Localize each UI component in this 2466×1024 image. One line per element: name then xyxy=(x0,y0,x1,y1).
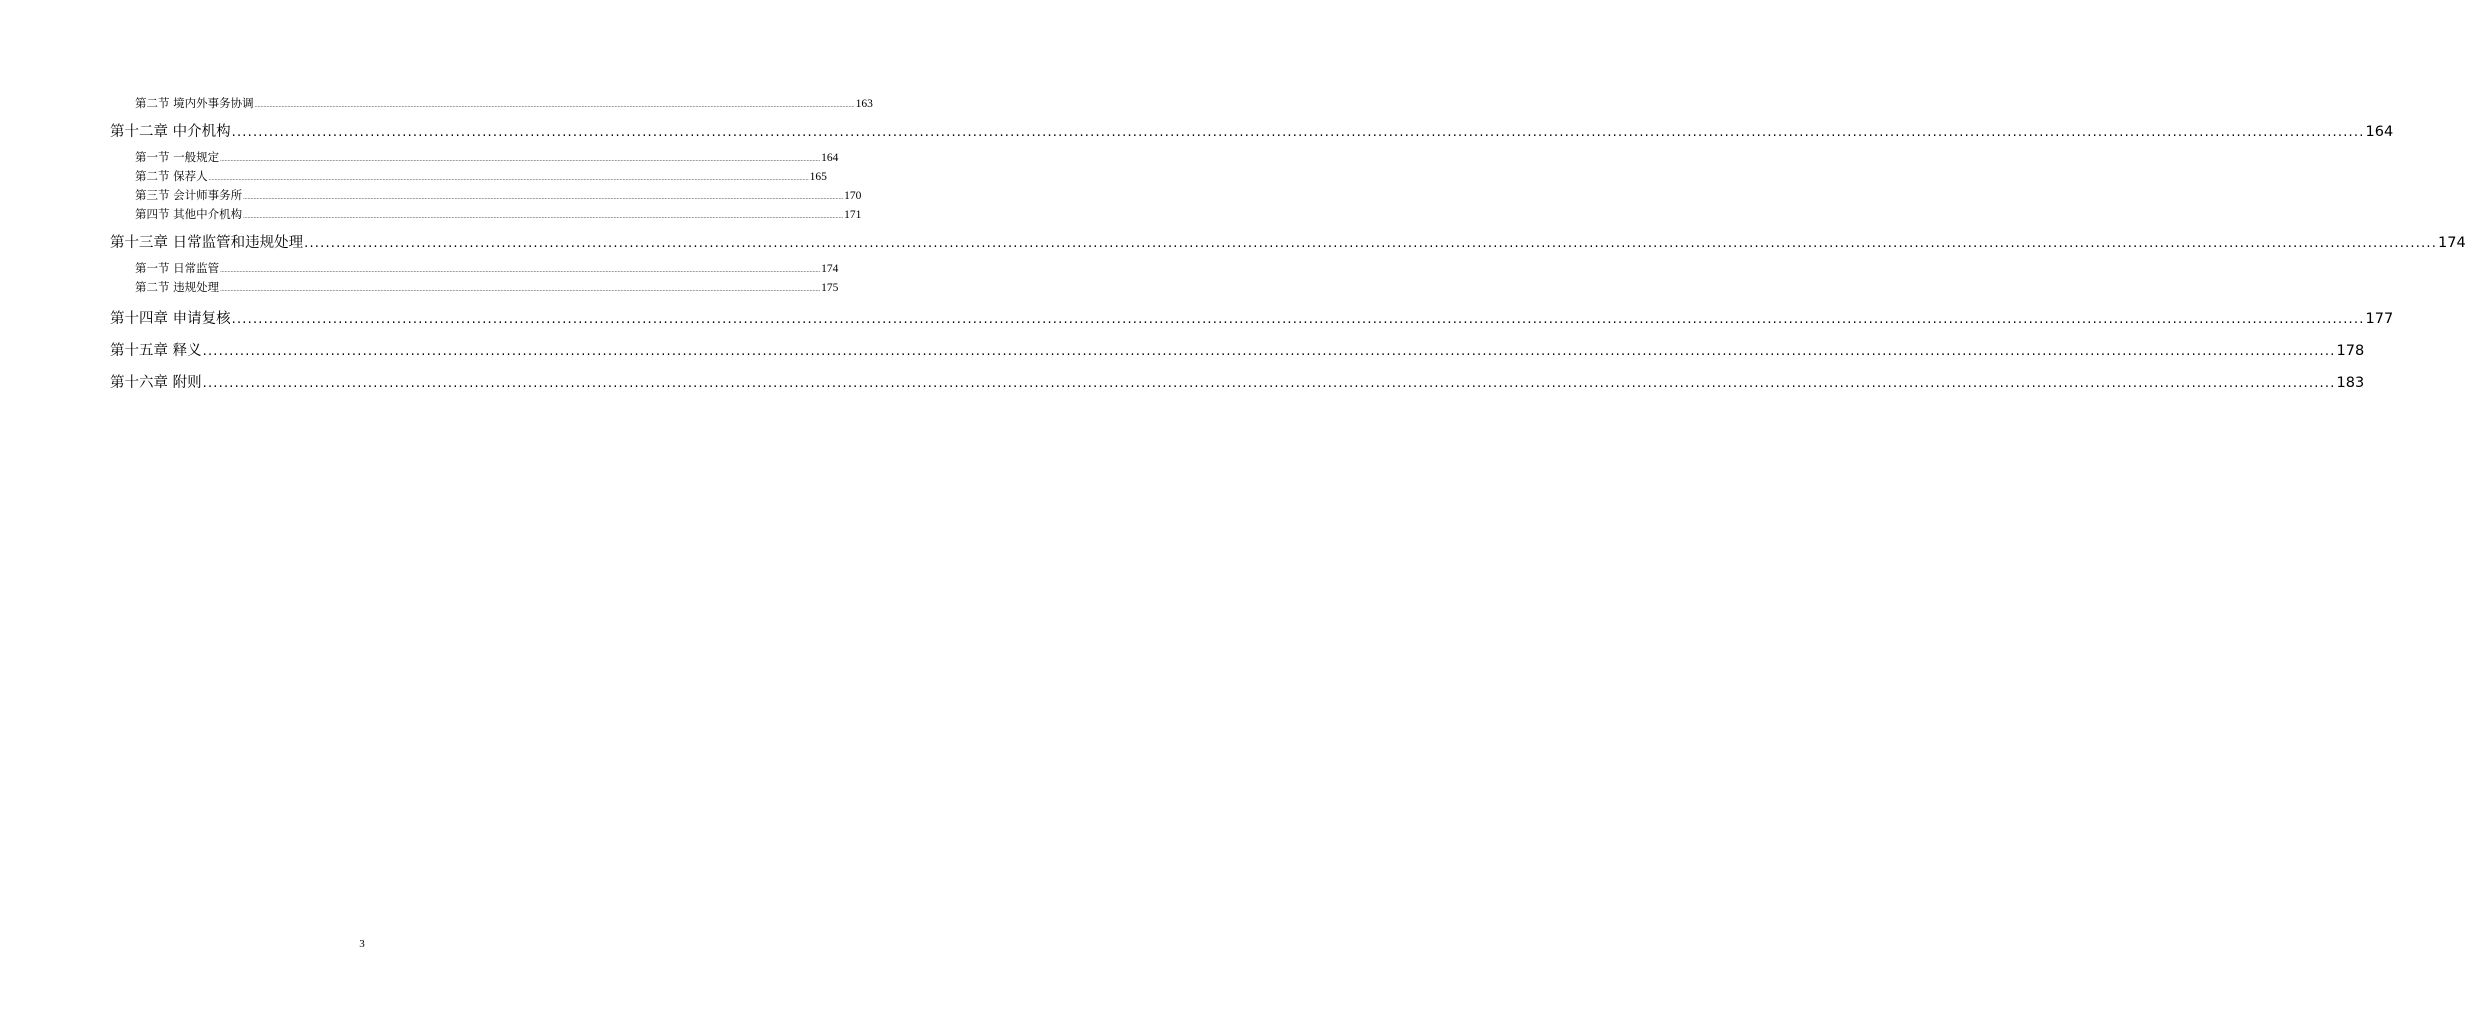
toc-entry-label: 第二节 保荐人 xyxy=(135,169,208,183)
toc-entry-label: 第二节 违规处理 xyxy=(135,280,220,294)
toc-entry-section[interactable] xyxy=(110,279,839,298)
dot-leader: ................................................................................................................................................................................................................................................................................................................................................................................................................ xyxy=(220,268,821,274)
toc-entry-section[interactable] xyxy=(110,168,827,187)
toc-entry-chapter[interactable] xyxy=(110,120,2394,143)
toc-entry-page: 177 xyxy=(2365,311,2394,327)
toc-entry-page: 163 xyxy=(855,98,873,110)
toc-entry-page: 174 xyxy=(821,263,839,275)
toc-entry-label: 第一节 一般规定 xyxy=(135,150,220,164)
toc-entry-label: 第十二章 中介机构 xyxy=(110,124,231,140)
dot-leader: ................................................................................................................................................................................................................................................................................................................................................................................................................ xyxy=(202,344,2336,359)
toc-entry-page: 164 xyxy=(2365,124,2394,140)
dot-leader: ................................................................................................................................................................................................................................................................................................................................................................................................................ xyxy=(243,195,844,201)
toc-entry-page: 175 xyxy=(821,282,839,294)
toc-entry-label: 第三节 会计师事务所 xyxy=(135,188,243,202)
page-number: 3 xyxy=(359,938,365,950)
toc-entry-chapter[interactable] xyxy=(110,307,2394,330)
dot-leader: ................................................................................................................................................................................................................................................................................................................................................................................................................ xyxy=(304,236,2438,251)
toc-entry-label: 第十三章 日常监管和违规处理 xyxy=(110,235,304,251)
toc-entry-chapter[interactable] xyxy=(110,231,2466,254)
toc-entry-page: 164 xyxy=(821,152,839,164)
dot-leader: ................................................................................................................................................................................................................................................................................................................................................................................................................ xyxy=(208,176,809,182)
toc-entry-page: 183 xyxy=(2336,375,2365,391)
toc-entry-label: 第十六章 附则 xyxy=(110,375,202,391)
dot-leader: ................................................................................................................................................................................................................................................................................................................................................................................................................ xyxy=(243,214,844,220)
toc-entry-chapter[interactable] xyxy=(110,339,2365,362)
dot-leader: ................................................................................................................................................................................................................................................................................................................................................................................................................ xyxy=(220,157,821,163)
dot-leader: ................................................................................................................................................................................................................................................................................................................................................................................................................ xyxy=(202,376,2336,391)
dot-leader: ................................................................................................................................................................................................................................................................................................................................................................................................................ xyxy=(254,103,855,109)
toc-entry-label: 第十五章 释义 xyxy=(110,343,202,359)
toc-entry-section[interactable] xyxy=(110,260,839,279)
toc-entry-page: 178 xyxy=(2336,343,2365,359)
toc-entry-page: 171 xyxy=(844,209,862,221)
toc-entry-page: 174 xyxy=(2438,235,2466,251)
toc-entry-label: 第四节 其他中介机构 xyxy=(135,207,243,221)
dot-leader: ................................................................................................................................................................................................................................................................................................................................................................................................................ xyxy=(220,287,821,293)
dot-leader: ................................................................................................................................................................................................................................................................................................................................................................................................................ xyxy=(231,312,2365,327)
dot-leader: ................................................................................................................................................................................................................................................................................................................................................................................................................ xyxy=(231,125,2365,140)
toc-entry-label: 第一节 日常监管 xyxy=(135,261,220,275)
toc-entry-page: 165 xyxy=(809,171,827,183)
toc-entry-chapter[interactable] xyxy=(110,371,2365,394)
table-of-contents xyxy=(110,95,2466,403)
toc-entry-section[interactable] xyxy=(110,206,862,225)
toc-entry-section[interactable] xyxy=(110,149,839,168)
toc-entry-section[interactable] xyxy=(110,187,862,206)
toc-entry-page: 170 xyxy=(844,190,862,202)
toc-entry-label: 第二节 境内外事务协调 xyxy=(135,96,254,110)
toc-entry-label: 第十四章 申请复核 xyxy=(110,311,231,327)
toc-entry-section[interactable] xyxy=(110,95,873,114)
